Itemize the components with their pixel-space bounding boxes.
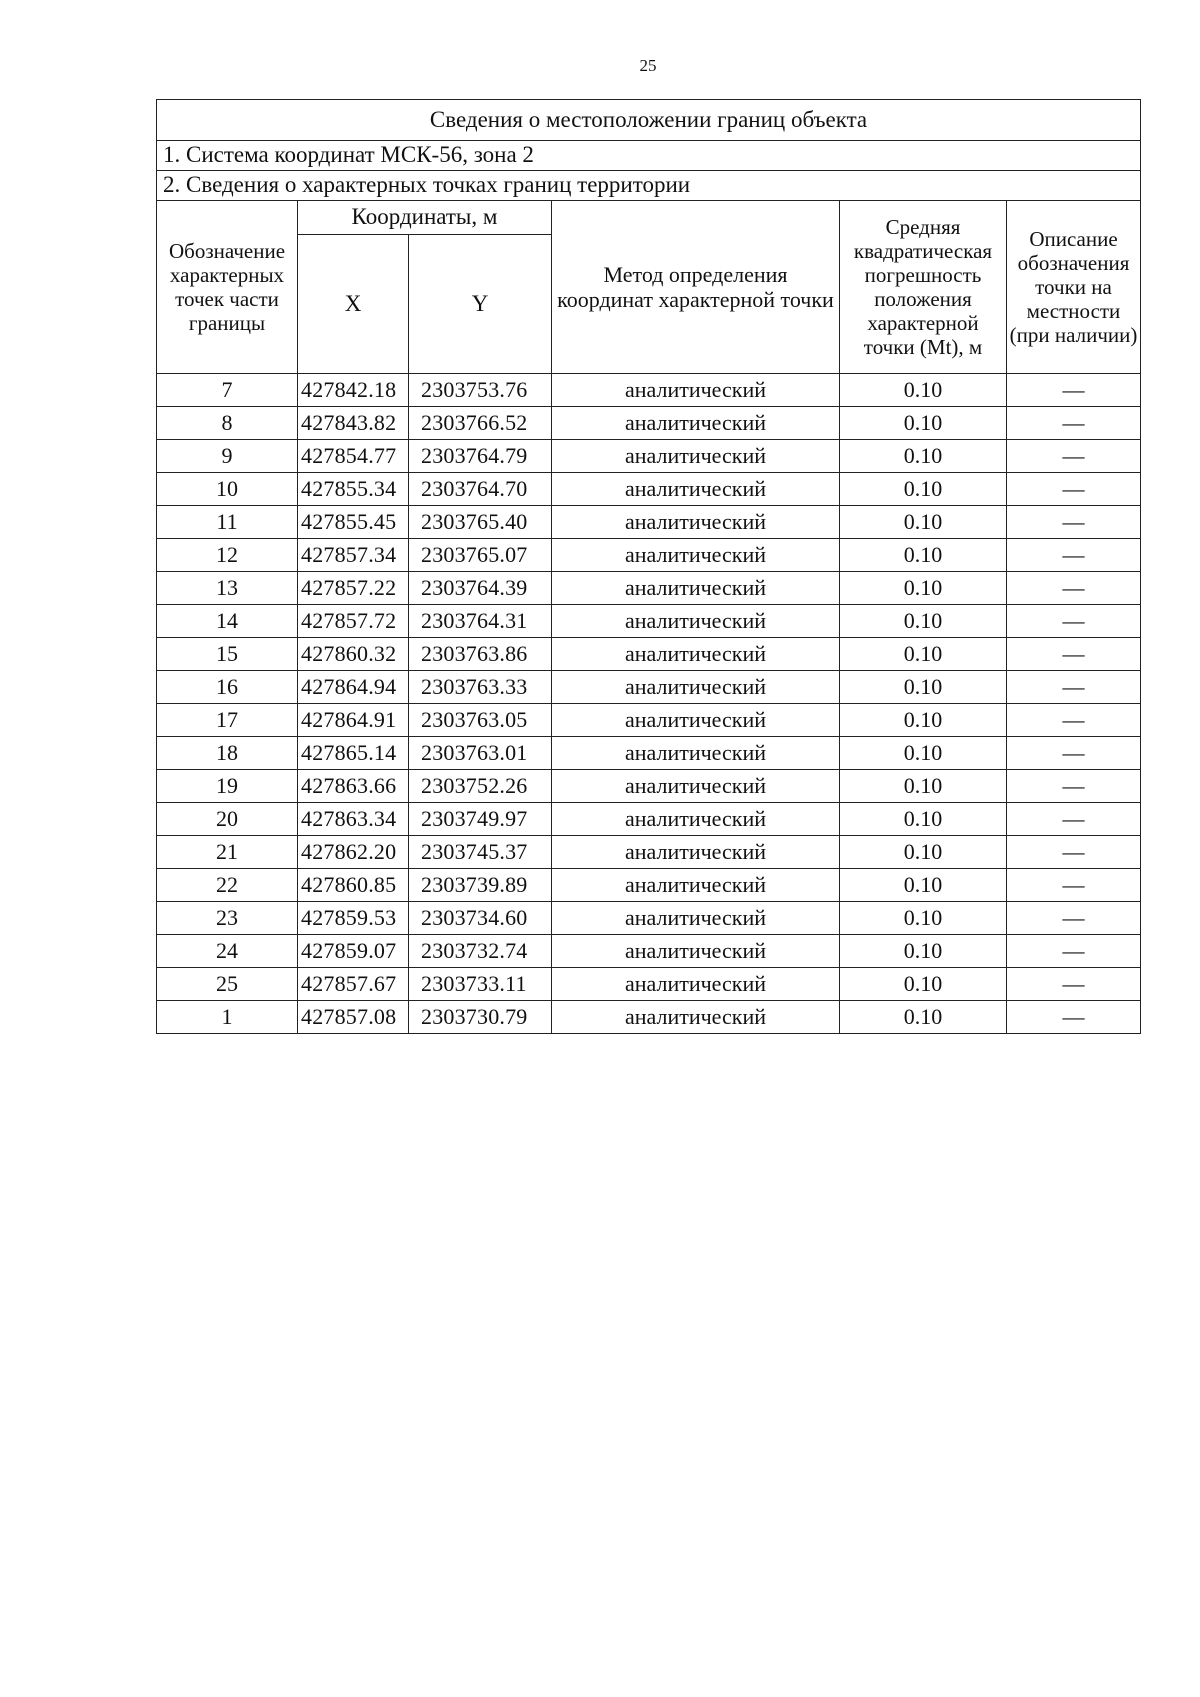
cell-y: 2303749.97 (409, 803, 552, 836)
cell-y: 2303752.26 (409, 770, 552, 803)
cell-description: — (1007, 638, 1141, 671)
cell-description: — (1007, 902, 1141, 935)
cell-y: 2303763.86 (409, 638, 552, 671)
cell-x: 427855.45 (298, 506, 409, 539)
cell-point: 1 (157, 1001, 298, 1034)
cell-x: 427857.08 (298, 1001, 409, 1034)
cell-error: 0.10 (840, 638, 1007, 671)
cell-point: 20 (157, 803, 298, 836)
cell-error: 0.10 (840, 770, 1007, 803)
cell-description: — (1007, 704, 1141, 737)
cell-x: 427863.66 (298, 770, 409, 803)
cell-x: 427857.67 (298, 968, 409, 1001)
cell-error: 0.10 (840, 704, 1007, 737)
points-heading: 2. Сведения о характерных точках границ территории (157, 171, 1141, 201)
cell-error: 0.10 (840, 407, 1007, 440)
table-row (157, 770, 1141, 803)
cell-description: — (1007, 473, 1141, 506)
cell-method: аналитический (552, 869, 840, 902)
cell-method: аналитический (552, 605, 840, 638)
cell-method: аналитический (552, 737, 840, 770)
cell-error: 0.10 (840, 671, 1007, 704)
cell-y: 2303765.07 (409, 539, 552, 572)
cell-x: 427857.34 (298, 539, 409, 572)
cell-y: 2303763.05 (409, 704, 552, 737)
table-row (157, 473, 1141, 506)
boundary-coordinates-table (156, 99, 1141, 1034)
cell-point: 25 (157, 968, 298, 1001)
cell-error: 0.10 (840, 836, 1007, 869)
cell-method: аналитический (552, 968, 840, 1001)
cell-method: аналитический (552, 671, 840, 704)
cell-x: 427857.72 (298, 605, 409, 638)
cell-method: аналитический (552, 1001, 840, 1034)
cell-x: 427865.14 (298, 737, 409, 770)
header-method: Метод определения координат характерной точки (552, 201, 840, 374)
cell-y: 2303764.79 (409, 440, 552, 473)
cell-point: 14 (157, 605, 298, 638)
cell-description: — (1007, 869, 1141, 902)
cell-error: 0.10 (840, 869, 1007, 902)
table-title-row (157, 100, 1141, 141)
cell-point: 21 (157, 836, 298, 869)
cell-error: 0.10 (840, 1001, 1007, 1034)
cell-y: 2303745.37 (409, 836, 552, 869)
cell-point: 13 (157, 572, 298, 605)
cell-y: 2303763.01 (409, 737, 552, 770)
header-description: Описание обозначения точки на местности (при наличии) (1007, 201, 1141, 374)
cell-description: — (1007, 440, 1141, 473)
cell-y: 2303739.89 (409, 869, 552, 902)
cell-method: аналитический (552, 836, 840, 869)
cell-error: 0.10 (840, 473, 1007, 506)
header-x: X (298, 235, 409, 374)
header-coordinates: Координаты, м (298, 201, 552, 235)
cell-error: 0.10 (840, 737, 1007, 770)
cell-point: 22 (157, 869, 298, 902)
cell-y: 2303733.11 (409, 968, 552, 1001)
coordinate-system: 1. Система координат МСК-56, зона 2 (157, 141, 1141, 171)
cell-method: аналитический (552, 704, 840, 737)
table-row (157, 902, 1141, 935)
cell-description: — (1007, 506, 1141, 539)
table-row (157, 737, 1141, 770)
cell-description: — (1007, 803, 1141, 836)
cell-method: аналитический (552, 374, 840, 407)
cell-description: — (1007, 605, 1141, 638)
cell-method: аналитический (552, 902, 840, 935)
cell-y: 2303764.70 (409, 473, 552, 506)
table-row (157, 869, 1141, 902)
cell-x: 427857.22 (298, 572, 409, 605)
cell-error: 0.10 (840, 506, 1007, 539)
cell-point: 17 (157, 704, 298, 737)
cell-point: 11 (157, 506, 298, 539)
cell-x: 427855.34 (298, 473, 409, 506)
table-row (157, 572, 1141, 605)
cell-point: 9 (157, 440, 298, 473)
table-row (157, 638, 1141, 671)
cell-error: 0.10 (840, 803, 1007, 836)
table-title: Сведения о местоположении границ объекта (157, 100, 1141, 141)
cell-point: 8 (157, 407, 298, 440)
cell-y: 2303764.31 (409, 605, 552, 638)
cell-error: 0.10 (840, 440, 1007, 473)
cell-method: аналитический (552, 440, 840, 473)
cell-point: 23 (157, 902, 298, 935)
cell-x: 427842.18 (298, 374, 409, 407)
cell-description: — (1007, 935, 1141, 968)
cell-error: 0.10 (840, 572, 1007, 605)
cell-x: 427854.77 (298, 440, 409, 473)
cell-error: 0.10 (840, 605, 1007, 638)
cell-x: 427860.32 (298, 638, 409, 671)
cell-y: 2303730.79 (409, 1001, 552, 1034)
cell-error: 0.10 (840, 902, 1007, 935)
table-row (157, 935, 1141, 968)
table-row (157, 440, 1141, 473)
cell-description: — (1007, 1001, 1141, 1034)
header-error: Средняя квадратическая погрешность положения характерной точки (Mt), м (840, 201, 1007, 374)
cell-x: 427864.94 (298, 671, 409, 704)
cell-point: 24 (157, 935, 298, 968)
header-y: Y (409, 235, 552, 374)
cell-method: аналитический (552, 935, 840, 968)
cell-method: аналитический (552, 572, 840, 605)
cell-method: аналитический (552, 770, 840, 803)
cell-method: аналитический (552, 407, 840, 440)
table-row (157, 407, 1141, 440)
cell-description: — (1007, 572, 1141, 605)
cell-y: 2303765.40 (409, 506, 552, 539)
cell-y: 2303734.60 (409, 902, 552, 935)
cell-description: — (1007, 737, 1141, 770)
page-number: 25 (639, 56, 657, 75)
cell-x: 427843.82 (298, 407, 409, 440)
cell-description: — (1007, 671, 1141, 704)
cell-description: — (1007, 770, 1141, 803)
cell-y: 2303766.52 (409, 407, 552, 440)
cell-point: 10 (157, 473, 298, 506)
cell-point: 15 (157, 638, 298, 671)
cell-point: 16 (157, 671, 298, 704)
header-row (157, 201, 1141, 235)
cell-point: 12 (157, 539, 298, 572)
cell-y: 2303764.39 (409, 572, 552, 605)
cell-x: 427862.20 (298, 836, 409, 869)
cell-x: 427860.85 (298, 869, 409, 902)
coordinate-system-row (157, 141, 1141, 171)
cell-error: 0.10 (840, 374, 1007, 407)
cell-point: 7 (157, 374, 298, 407)
points-heading-row (157, 171, 1141, 201)
cell-method: аналитический (552, 638, 840, 671)
table-row (157, 506, 1141, 539)
cell-point: 18 (157, 737, 298, 770)
cell-method: аналитический (552, 803, 840, 836)
cell-description: — (1007, 374, 1141, 407)
table-row (157, 374, 1141, 407)
cell-y: 2303732.74 (409, 935, 552, 968)
cell-x: 427863.34 (298, 803, 409, 836)
table-row (157, 605, 1141, 638)
cell-point: 19 (157, 770, 298, 803)
cell-method: аналитический (552, 473, 840, 506)
cell-x: 427864.91 (298, 704, 409, 737)
cell-x: 427859.07 (298, 935, 409, 968)
cell-y: 2303763.33 (409, 671, 552, 704)
cell-description: — (1007, 968, 1141, 1001)
table-row (157, 836, 1141, 869)
table-row (157, 803, 1141, 836)
header-point: Обозначение характерных точек части границы (157, 201, 298, 374)
cell-description: — (1007, 836, 1141, 869)
cell-y: 2303753.76 (409, 374, 552, 407)
cell-description: — (1007, 407, 1141, 440)
cell-error: 0.10 (840, 968, 1007, 1001)
table-row (157, 539, 1141, 572)
cell-method: аналитический (552, 539, 840, 572)
cell-method: аналитический (552, 506, 840, 539)
cell-description: — (1007, 539, 1141, 572)
table-row (157, 1001, 1141, 1034)
cell-error: 0.10 (840, 539, 1007, 572)
cell-x: 427859.53 (298, 902, 409, 935)
table-row (157, 704, 1141, 737)
table-row (157, 968, 1141, 1001)
cell-error: 0.10 (840, 935, 1007, 968)
table-row (157, 671, 1141, 704)
